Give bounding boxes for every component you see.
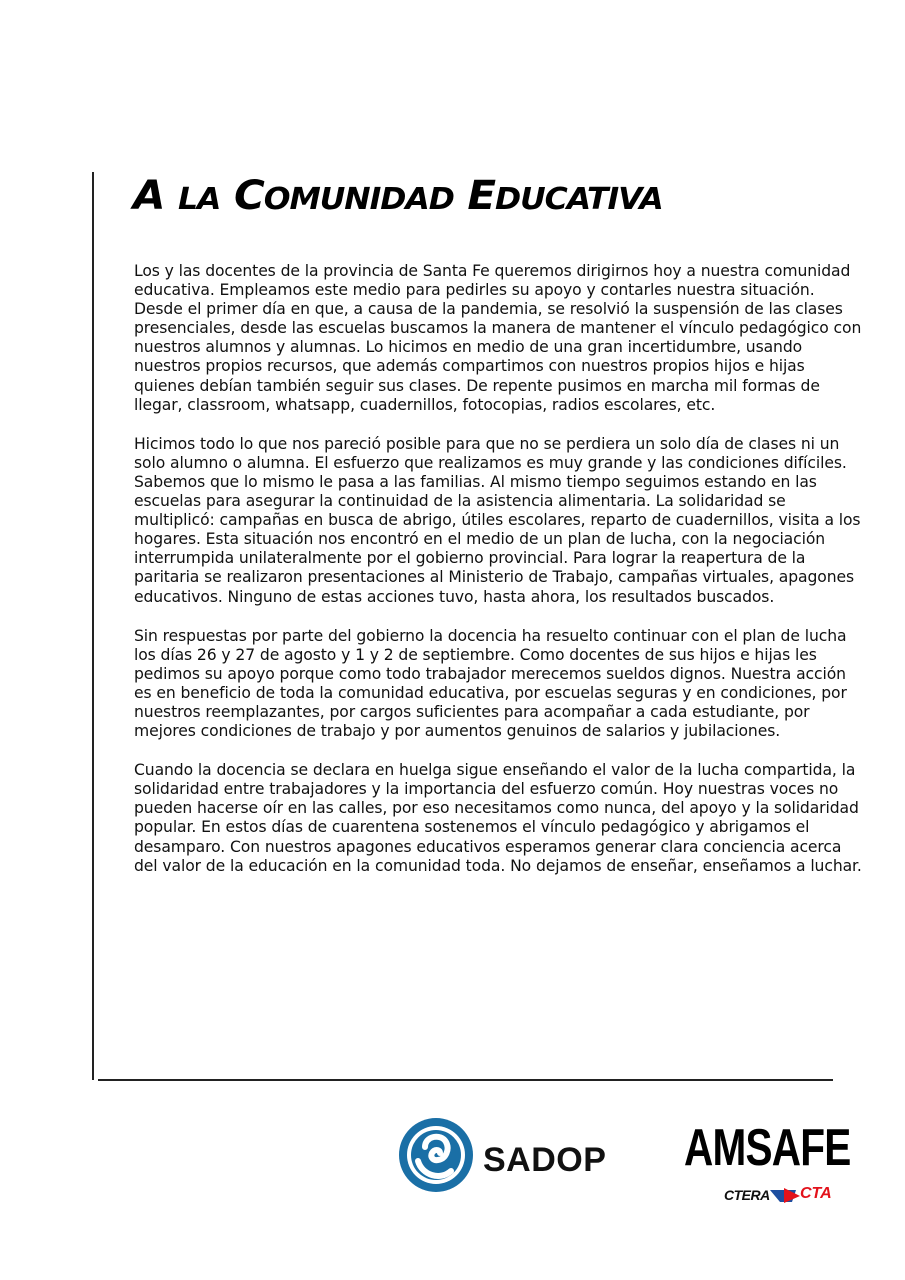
- amsafe-wordmark: AMSAFE: [684, 1119, 851, 1177]
- sadop-logo-icon: [398, 1117, 474, 1193]
- paragraph-3: Sin respuestas por parte del gobierno la docencia ha resuelto continuar con el plan de lucha los días 26 y 27 de agosto y 1 y 2 de septiembre. Como docentes de sus hijos e hijas les pedimos su apoyo porque como todo trabajador merecemos sueldos dignos. Nuestra acción es en beneficio de toda la comunidad educativa, por escuelas seguras y en condiciones, por nuestros reemplazantes, por cargos suficientes para acompañar a cada estudiante, por mejores condiciones de trabajo y por aumentos genuinos de salarios y jubilaciones.: [134, 626, 847, 741]
- paragraph-2: Hicimos todo lo que nos pareció posible para que no se perdiera un solo día de clases ni un solo alumno o alumna. El esfuerzo que realizamos es muy grande y las condiciones difíciles. Sabemos que lo mismo le pasa a las familias. Al mismo tiempo seguimos estando en las escuelas para asegurar la continuidad de la asistencia alimentaria. La solidaridad se multiplicó: campañas en busca de abrigo, útiles escolares, reparto de cuadernillos, visita a los hogares. Esta situación nos encontró en el medio de un plan de lucha, con la negociación interrumpida unilateralmente por el gobierno provincial. Para lograr la reapertura de la paritaria se realizaron presentaciones al Ministerio de Trabajo, campañas virtuales, apagones educativos. Ninguno de estas acciones tuvo, hasta ahora, los resultados buscados.: [134, 434, 861, 606]
- ctera-wordmark: CTERA: [724, 1187, 770, 1203]
- letter-body: [134, 262, 862, 896]
- sadop-wordmark: SADOP: [483, 1141, 607, 1179]
- paragraph-4: Cuando la docencia se declara en huelga sigue enseñando el valor de la lucha compartida, la solidaridad entre trabajadores y la importancia del esfuerzo común. Hoy nuestras voces no pueden hacerse oír en las calles, por eso necesitamos como nunca, del apoyo y la solidaridad popular. En estos días de cuarentena sostenemos el vínculo pedagógico y abrigamos el desamparo. Con nuestros apagones educativos esperamos generar clara conciencia acerca del valor de la educación en la comunidad toda. No dejamos de enseñar, enseñamos a luchar.: [134, 761, 862, 875]
- paragraph-1: Los y las docentes de la provincia de Santa Fe queremos dirigirnos hoy a nuestra comunidad educativa. Empleamos este medio para pedirles su apoyo y contarles nuestra situación. Desde el primer día en que, a causa de la pandemia, se resolvió la suspensión de las clases presenciales, desde las escuelas buscamos la manera de mantener el vínculo pedagógico con nuestros alumnos y alumnas. Lo hicimos en medio de una gran incertidumbre, usando nuestros propios recursos, que además compartimos con nuestros propios hijos e hijas quienes debían también seguir sus clases. De repente pusimos en marcha mil formas de llegar, classroom, whatsapp, cuadernillos, fotocopias, radios escolares, etc.: [134, 262, 862, 414]
- page-title: A LA COMUNIDAD EDUCATIVA: [133, 173, 663, 219]
- frame-bottom-border: [98, 1079, 833, 1081]
- cta-wordmark: CTA: [800, 1185, 832, 1202]
- frame-left-border: [92, 172, 94, 1080]
